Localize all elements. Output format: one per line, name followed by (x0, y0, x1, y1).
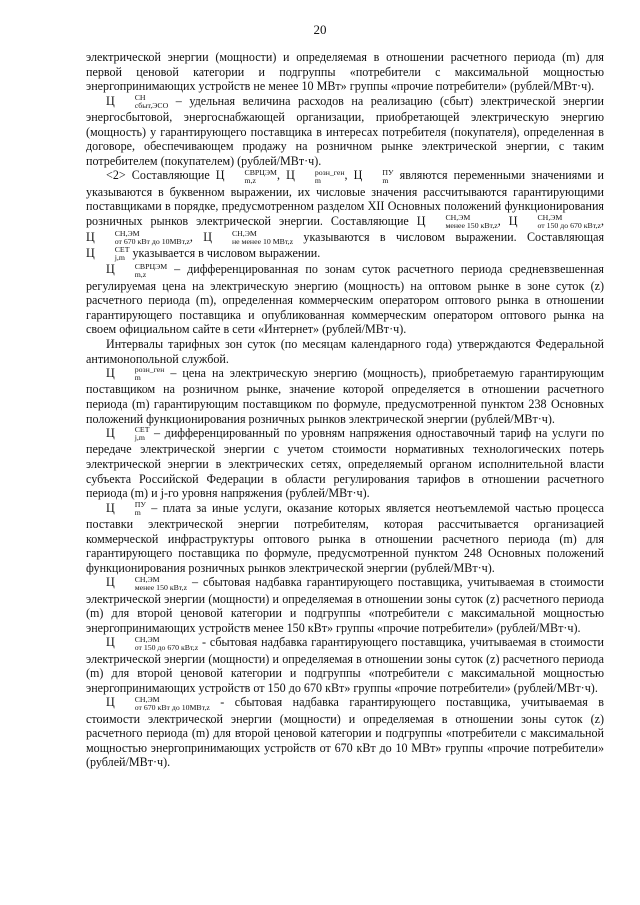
document-body (86, 50, 604, 770)
symbol-superscript: СН (134, 93, 146, 102)
formula-symbol (417, 214, 498, 228)
symbol-subscript: m (134, 373, 141, 383)
symbol-letter: Ц (106, 695, 115, 710)
symbol-superscript: СВРЦЭМ (134, 261, 168, 271)
text-run: , (276, 168, 287, 183)
symbol-superscript: СН,ЭМ (537, 213, 563, 222)
symbol-subscript: менее 150 кВт,z (445, 221, 498, 230)
paragraph-p1 (86, 50, 604, 94)
text-run: – плата за иные услуги, оказание которых является неотъемлемой частью процесса поставки электрической энергии потребителям, которая рассчитывается организацией коммерческой инфраструктуры оптового рынка в отношении расчетного периода (m) для гарантирующего поставщика по формуле, предусмотренной пунктом 248 Основных положений функционирования розничных рынков электрической энергии (рублей/МВт·ч). (86, 500, 604, 575)
text-run: указываются в числовом выражении. Составляющая (293, 230, 605, 244)
symbol-letter: Ц (106, 635, 115, 650)
symbol-subscript: m (314, 175, 321, 185)
symbol-subscript: от 670 кВт до 10МВт,z (114, 237, 190, 247)
symbol-superscript: СН,ЭМ (231, 229, 257, 239)
paragraph-p5 (86, 337, 604, 366)
symbol-superscript: СЕТ (114, 245, 130, 255)
formula-symbol (86, 245, 130, 263)
formula-symbol (215, 167, 277, 185)
symbol-subscript: от 150 до 670 кВт,z (537, 221, 601, 230)
text-run: электрической энергии (мощности) и определяемая в отношении расчетного периода (m) для первой ценовой категории и подгруппы «потребители с максимальной мощностью энергопринимающих устройств не менее 10 МВт» группы «прочие потребители» (рублей/МВт·ч). (86, 50, 604, 94)
text-run: – дифференцированная по зонам суток расчетного периода средневзвешенная регулируемая цена на электрическую энергию (мощность) на оптовом рынке в зоне суток (z) расчетного периода (m), определенная коммерческим оператором оптового рынка в отношении гарантирующего поставщика и опубликованная коммерческим оператором оптового рынка на своем официальном сайте в сети «Интернет» (рублей/МВт·ч). (86, 262, 604, 337)
symbol-letter: Ц (353, 168, 363, 183)
symbol-letter: Ц (106, 366, 115, 381)
symbol-subscript: m,z (134, 269, 147, 279)
formula-symbol (106, 94, 168, 108)
formula-symbol (106, 574, 188, 592)
paragraph-p8 (86, 501, 604, 576)
formula-symbol (106, 694, 210, 712)
symbol-subscript: не менее 10 МВт,z (231, 237, 294, 247)
symbol-subscript: от 150 до 670 кВт,z (134, 642, 199, 652)
symbol-subscript: m,z (244, 175, 257, 185)
paragraph-p2 (86, 94, 604, 169)
formula-symbol (106, 634, 199, 652)
text-run: - сбытовая надбавка гарантирующего поставщика, учитываемая в стоимости электрической энергии (мощности) и определяемая в отношении зоны суток (z) расчетного периода (m) для второй ценовой категории и подгруппы «потребители с максимальной мощностью энергопринимающих устройств от 150 до 670 кВт» группы «прочие потребители» (рублей/МВт·ч). (86, 635, 604, 695)
formula-symbol (106, 500, 146, 518)
symbol-superscript: ПУ (134, 500, 146, 510)
formula-symbol (106, 365, 165, 383)
text-run: – дифференцированный по уровням напряжения одноставочный тариф на услуги по передаче электрической энергии с учетом стоимости нормативных технологических потерь электрической энергии в электрических сетях, определяемый органом исполнительной власти субъекта Российской Федерации в области регулирования тарифов в отношении расчетного периода (m) и j-го уровня напряжения (рублей/МВт·ч). (86, 426, 604, 501)
symbol-letter: Ц (416, 213, 426, 228)
paragraph-p6 (86, 366, 604, 426)
text-run: , (344, 168, 354, 183)
symbol-superscript: розн_ген (314, 167, 345, 177)
paragraph-p7 (86, 426, 604, 501)
symbol-subscript: от 670 кВт до 10МВт,z (134, 702, 210, 712)
symbol-letter: Ц (106, 500, 115, 515)
symbol-letter: Ц (106, 262, 115, 277)
symbol-letter: Ц (203, 230, 212, 244)
text-run: – сбытовая надбавка гарантирующего поставщика, учитываемая в стоимости электрической энергии (мощности) и определяемая в отношении зоны суток (z) расчетного периода (m) для второй ценовой категории и подгруппы «потребители с максимальной мощностью энергопринимающих устройств менее 150 кВт» группы «прочие потребители» (рублей/МВт·ч). (86, 575, 604, 635)
text-run: - сбытовая надбавка гарантирующего поставщика, учитываемая в стоимости электрической энергии (мощности) и определяемая в отношении зоны суток (z) расчетного периода (m) для второй ценовой категории и подгруппы «потребители с максимальной мощностью энергопринимающих устройств от 670 кВт до 10 МВт» группы «прочие потребители» (рублей/МВт·ч). (86, 695, 604, 770)
symbol-letter: Ц (286, 168, 295, 183)
symbol-superscript: СН,ЭМ (134, 634, 160, 644)
symbol-superscript: СЕТ (134, 425, 150, 435)
symbol-letter: Ц (86, 230, 95, 244)
text-run: , (189, 230, 204, 244)
text-run: являются переменными значениями и указываются в буквенном выражении, их числовые значения рассчитываются гарантирующими поставщиками в порядке, предусмотренном разделом XII Основных положений функционирования розничных рынков электрической энергии. Составляющие (86, 168, 605, 228)
symbol-superscript: СН,ЭМ (445, 213, 471, 222)
formula-symbol (509, 214, 601, 228)
symbol-subscript: менее 150 кВт,z (134, 582, 188, 592)
symbol-letter: Ц (106, 426, 115, 441)
formula-symbol (203, 229, 294, 247)
symbol-superscript: ПУ (382, 167, 394, 177)
text-run: – удельная величина расходов на реализацию (сбыт) электрической энергии энергосбытовой, энергоснабжающей организации, приобретающей электрическую энергию (мощность) у гарантирующего поставщика в интересах потребителя (покупателя), определенная в договоре, обеспечивающем продажу на розничном рынке электрической энергии, с таким потребителем (покупателем) (рублей/МВт·ч). (86, 93, 604, 168)
symbol-superscript: розн_ген (134, 365, 165, 375)
text-run: , (497, 213, 509, 228)
symbol-letter: Ц (86, 246, 95, 261)
symbol-letter: Ц (215, 168, 225, 183)
symbol-superscript: СН,ЭМ (134, 574, 160, 584)
paragraph-p4 (86, 262, 604, 337)
formula-symbol (353, 167, 394, 185)
symbol-superscript: СН,ЭМ (134, 694, 160, 704)
symbol-subscript: j,m (114, 253, 125, 263)
symbol-subscript: j,m (134, 433, 145, 443)
text-run: <2> Составляющие (106, 168, 216, 183)
symbol-letter: Ц (106, 93, 115, 108)
symbol-superscript: СН,ЭМ (114, 229, 140, 239)
symbol-subscript: m (382, 175, 389, 185)
text-run: – цена на электрическую энергию (мощность), приобретаемую гарантирующим поставщиком на розничном рынке, значение которой определяется в отношении расчетного периода (m) гарантирующим поставщиком по формуле, предусмотренной пунктом 238 Основных положений функционирования розничных рынков электрической энергии (рублей/МВт·ч). (86, 366, 604, 426)
symbol-superscript: СВРЦЭМ (244, 167, 277, 177)
symbol-subscript: m (134, 508, 141, 518)
formula-symbol (106, 425, 150, 443)
page-number: 20 (313, 22, 327, 37)
text-run: указывается в числовом выражении. (129, 246, 321, 261)
paragraph-p9 (86, 575, 604, 635)
text-run: , (600, 213, 604, 228)
text-run: Интервалы тарифных зон суток (по месяцам календарного года) утверждаются Федеральной антимонопольной службой. (86, 337, 604, 366)
symbol-subscript: сбыт,ЭСО (134, 101, 169, 110)
symbol-letter: Ц (106, 575, 115, 590)
paragraph-p3 (86, 168, 604, 262)
formula-symbol (106, 261, 168, 279)
paragraph-p11 (86, 695, 604, 770)
formula-symbol (286, 167, 345, 185)
symbol-letter: Ц (508, 213, 518, 228)
paragraph-p10 (86, 635, 604, 695)
formula-symbol (86, 229, 190, 247)
